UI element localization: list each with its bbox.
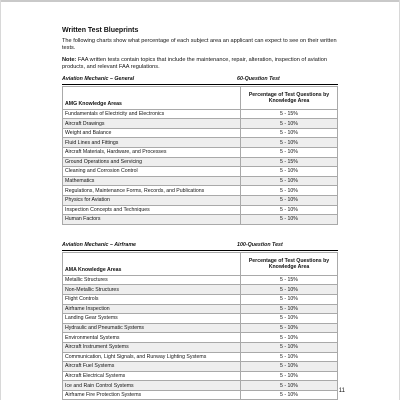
note-label: Note: — [62, 56, 77, 63]
knowledge-area-cell: Flight Controls — [63, 294, 241, 304]
amg-knowledge-table — [62, 86, 338, 225]
section-rule — [62, 250, 338, 251]
table-row — [63, 362, 338, 372]
table-row — [63, 323, 338, 333]
percentage-cell: 5 - 15% — [241, 275, 338, 285]
knowledge-area-cell: Ground Operations and Servicing — [63, 157, 241, 167]
knowledge-area-cell: Airframe Fire Protection Systems — [63, 390, 241, 400]
percentage-cell: 5 - 10% — [241, 186, 338, 196]
knowledge-area-cell: Fluid Lines and Fittings — [63, 138, 241, 148]
percentage-cell: 5 - 10% — [241, 390, 338, 400]
table-row — [63, 109, 338, 119]
table-row — [63, 294, 338, 304]
table-row — [63, 157, 338, 167]
percentage-cell: 5 - 10% — [241, 352, 338, 362]
percentage-cell: 5 - 10% — [241, 205, 338, 215]
page-heading: Written Test Blueprints — [62, 27, 139, 34]
percentage-cell: 5 - 10% — [241, 381, 338, 391]
percentage-cell: 5 - 10% — [241, 195, 338, 205]
knowledge-area-cell: Cleaning and Corrosion Control — [63, 167, 241, 177]
percentage-cell: 5 - 10% — [241, 176, 338, 186]
page-left-edge — [0, 0, 1, 400]
section-general-header — [62, 76, 338, 83]
percentage-cell: 5 - 10% — [241, 314, 338, 324]
knowledge-area-cell: Aircraft Materials, Hardware, and Processes — [63, 148, 241, 158]
percentage-cell: 5 - 10% — [241, 285, 338, 295]
knowledge-area-cell: Aircraft Instrument Systems — [63, 342, 241, 352]
table-row — [63, 333, 338, 343]
table-header-row — [63, 86, 338, 109]
knowledge-area-cell: Communication, Light Signals, and Runway Lighting Systems — [63, 352, 241, 362]
section-test-length: 100-Question Test — [237, 241, 283, 248]
table-row — [63, 352, 338, 362]
percentage-cell: 5 - 10% — [241, 138, 338, 148]
knowledge-area-cell: Aircraft Fuel Systems — [63, 362, 241, 372]
table-row — [63, 285, 338, 295]
page-top-edge — [0, 0, 400, 2]
amg-table-body — [63, 109, 338, 224]
table-row — [63, 215, 338, 225]
table-row — [63, 205, 338, 215]
table-row — [63, 148, 338, 158]
knowledge-area-cell: Metallic Structures — [63, 275, 241, 285]
knowledge-area-cell: Ice and Rain Control Systems — [63, 381, 241, 391]
percentage-cell: 5 - 10% — [241, 333, 338, 343]
knowledge-area-cell: Inspection Concepts and Techniques — [63, 205, 241, 215]
knowledge-area-cell: Hydraulic and Pneumatic Systems — [63, 323, 241, 333]
table-row — [63, 186, 338, 196]
section-test-length: 60-Question Test — [237, 75, 280, 82]
section-airframe-header — [62, 242, 338, 249]
column-header-percentage: Percentage of Test Questions by Knowledge Area — [241, 86, 338, 109]
ama-table-body — [63, 275, 338, 400]
table-row — [63, 128, 338, 138]
page-content — [62, 26, 338, 400]
table-row — [63, 342, 338, 352]
percentage-cell: 5 - 10% — [241, 148, 338, 158]
section-rule — [62, 84, 338, 85]
knowledge-area-cell: Physics for Aviation — [63, 195, 241, 205]
knowledge-area-cell: Landing Gear Systems — [63, 314, 241, 324]
knowledge-area-cell: Aircraft Drawings — [63, 119, 241, 129]
percentage-cell: 5 - 10% — [241, 119, 338, 129]
knowledge-area-cell: Regulations, Maintenance Forms, Records, and Publications — [63, 186, 241, 196]
page-number: 11 — [338, 388, 345, 394]
table-row — [63, 119, 338, 129]
note-paragraph — [62, 57, 338, 72]
knowledge-area-cell: Weight and Balance — [63, 128, 241, 138]
percentage-cell: 5 - 10% — [241, 371, 338, 381]
knowledge-area-cell: Airframe Inspection — [63, 304, 241, 314]
note-text: FAA written tests contain topics that include the maintenance, repair, alteration, inspection of aviation products, and relevant FAA regulations. — [62, 56, 327, 71]
table-row — [63, 390, 338, 400]
percentage-cell: 5 - 10% — [241, 323, 338, 333]
knowledge-area-cell: Non-Metallic Structures — [63, 285, 241, 295]
table-row — [63, 314, 338, 324]
table-header-row — [63, 252, 338, 275]
percentage-cell: 5 - 15% — [241, 109, 338, 119]
table-row — [63, 176, 338, 186]
section-title: Aviation Mechanic – Airframe — [62, 241, 136, 248]
table-row — [63, 381, 338, 391]
percentage-cell: 5 - 15% — [241, 157, 338, 167]
ama-knowledge-table — [62, 252, 338, 400]
percentage-cell: 5 - 10% — [241, 362, 338, 372]
knowledge-area-cell: Human Factors — [63, 215, 241, 225]
column-header-area: AMA Knowledge Areas — [63, 252, 241, 275]
knowledge-area-cell: Aircraft Electrical Systems — [63, 371, 241, 381]
table-row — [63, 195, 338, 205]
percentage-cell: 5 - 10% — [241, 167, 338, 177]
column-header-area: AMG Knowledge Areas — [63, 86, 241, 109]
percentage-cell: 5 - 10% — [241, 128, 338, 138]
knowledge-area-cell: Fundamentals of Electricity and Electronics — [63, 109, 241, 119]
table-row — [63, 138, 338, 148]
table-row — [63, 371, 338, 381]
intro-paragraph: The following charts show what percentage of each subject area an applicant can expect to see on their written tests. — [62, 38, 337, 52]
percentage-cell: 5 - 10% — [241, 215, 338, 225]
section-title: Aviation Mechanic – General — [62, 75, 135, 82]
table-row — [63, 304, 338, 314]
table-row — [63, 275, 338, 285]
knowledge-area-cell: Mathematics — [63, 176, 241, 186]
percentage-cell: 5 - 10% — [241, 294, 338, 304]
knowledge-area-cell: Environmental Systems — [63, 333, 241, 343]
percentage-cell: 5 - 10% — [241, 342, 338, 352]
percentage-cell: 5 - 10% — [241, 304, 338, 314]
table-row — [63, 167, 338, 177]
column-header-percentage: Percentage of Test Questions by Knowledge Area — [241, 252, 338, 275]
